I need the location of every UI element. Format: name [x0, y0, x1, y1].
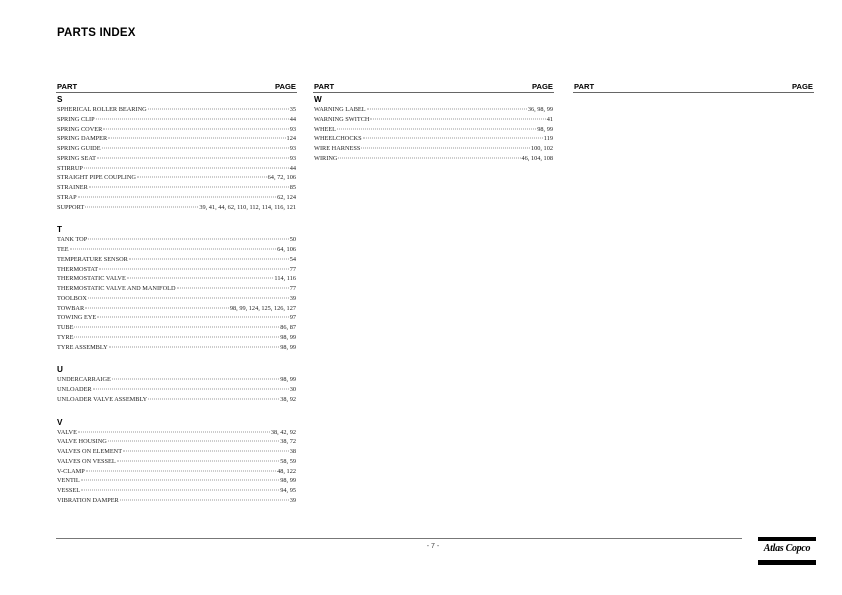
dot-leader	[337, 128, 536, 129]
index-entry	[313, 125, 554, 135]
part-name: TOWING EYE	[57, 314, 97, 322]
column-header	[56, 82, 297, 93]
part-name: SPRING SEAT	[57, 154, 97, 162]
index-column-3	[573, 82, 814, 93]
index-entry	[56, 304, 297, 314]
page-references: 114, 116	[274, 275, 296, 283]
part-name: TEE	[57, 246, 69, 253]
part-name: SPRING DAMPER	[57, 135, 108, 143]
index-entry	[56, 164, 297, 174]
dot-leader	[370, 118, 545, 119]
page-references: 35	[289, 106, 296, 113]
part-name: TOOLBOX	[57, 294, 87, 302]
part-name: UNDERCARRAIGE	[57, 376, 111, 384]
footer-rule-left	[56, 538, 742, 539]
part-name: WIRE HARNESS	[314, 145, 361, 152]
index-section	[56, 94, 297, 212]
part-name: VIBRATION DAMPER	[57, 496, 119, 504]
dot-leader	[86, 470, 276, 471]
dot-leader	[85, 307, 229, 308]
index-entry	[56, 323, 297, 333]
section-letter: S	[57, 95, 63, 104]
dot-leader	[117, 460, 280, 461]
page-references: 38	[289, 448, 296, 455]
part-name: TYRE ASSEMBLY	[57, 343, 108, 351]
index-entry	[56, 385, 297, 395]
page-references: 98, 99	[280, 333, 296, 341]
page-references: 97	[289, 314, 296, 322]
page-references: 85	[289, 184, 296, 191]
part-name: UNLOADER	[57, 386, 92, 393]
index-entry	[56, 343, 297, 353]
dot-leader	[112, 379, 279, 380]
page-references: 93	[289, 125, 296, 133]
part-name: THERMOSTATIC VALVE AND MANIFOLD	[57, 285, 176, 292]
part-name: TANK TOP	[57, 236, 88, 244]
dot-leader	[120, 499, 289, 500]
index-entry	[56, 313, 297, 323]
index-entry	[56, 134, 297, 144]
part-name: TUBE	[57, 324, 74, 331]
page-references: 30	[289, 386, 296, 393]
page-references: 119	[543, 135, 553, 143]
dot-leader	[81, 490, 279, 491]
page-references: 44	[289, 115, 296, 123]
dot-leader	[137, 177, 267, 178]
dot-leader	[78, 431, 270, 432]
page-references: 98, 99	[537, 125, 553, 133]
section-letter: V	[57, 417, 63, 427]
dot-leader	[70, 249, 277, 250]
page-title: PARTS INDEX	[57, 27, 136, 39]
index-entry	[56, 375, 297, 385]
page-references: 50	[289, 236, 296, 244]
page-number: - 7 -	[426, 543, 440, 550]
part-name: SPRING CLIP	[57, 115, 95, 123]
index-entry	[56, 183, 297, 193]
header-part-label: PART	[314, 82, 335, 91]
dot-leader	[78, 196, 277, 197]
index-entry	[313, 105, 554, 115]
part-name: STIRRUP	[57, 164, 83, 172]
part-name: STRAIGHT PIPE COUPLING	[57, 174, 136, 182]
part-name: WARNING LABEL	[314, 106, 366, 113]
page-references: 38, 72	[280, 438, 296, 446]
index-entry	[56, 173, 297, 183]
part-name: VALVE	[57, 428, 77, 436]
page-references: 48, 122	[277, 467, 296, 475]
dot-leader	[102, 148, 289, 149]
page-references: 39, 41, 44, 62, 110, 112, 114, 116, 121	[199, 203, 296, 211]
page-references: 39	[289, 294, 296, 302]
dot-leader	[103, 128, 288, 129]
header-part-label: PART	[574, 82, 595, 91]
index-entry	[56, 203, 297, 213]
part-name: TYRE	[57, 333, 74, 341]
part-name: UNLOADER VALVE ASSEMBLY	[57, 395, 148, 403]
header-page-label: PAGE	[275, 82, 296, 91]
part-name: TOWBAR	[57, 304, 85, 312]
page-references: 100, 102	[530, 145, 553, 152]
logo-bar-top	[758, 537, 816, 541]
dot-leader	[109, 346, 280, 347]
part-name: WHEELCHOCKS	[314, 135, 362, 143]
page-references: 93	[289, 145, 296, 152]
part-name: V-CLAMP	[57, 467, 85, 475]
dot-leader	[148, 109, 289, 110]
index-entry	[56, 457, 297, 467]
index-entry	[56, 255, 297, 265]
part-name: WARNING SWITCH	[314, 115, 370, 123]
index-entry	[56, 144, 297, 154]
page-references: 77	[289, 265, 296, 273]
index-entry	[56, 105, 297, 115]
page-references: 98, 99	[280, 343, 296, 351]
dot-leader	[89, 187, 289, 188]
index-column-2	[313, 82, 554, 164]
index-entry	[56, 486, 297, 496]
page-references: 77	[289, 285, 296, 292]
dot-leader	[148, 398, 279, 399]
index-column-1	[56, 82, 297, 506]
index-entry	[56, 274, 297, 284]
part-name: SPRING GUIDE	[57, 145, 101, 152]
dot-leader	[97, 317, 288, 318]
part-name: SPHERICAL ROLLER BEARING	[57, 106, 147, 113]
page-references: 62, 124	[277, 193, 296, 201]
index-section	[56, 417, 297, 506]
part-name: THERMOSTAT	[57, 265, 99, 273]
part-name: SPRING COVER	[57, 125, 103, 133]
index-entry	[56, 333, 297, 343]
header-page-label: PAGE	[532, 82, 553, 91]
page-references: 94, 95	[280, 487, 296, 494]
part-name: VENTIL	[57, 477, 80, 485]
dot-leader	[99, 268, 289, 269]
atlas-copco-logo	[758, 537, 816, 565]
page-references: 41	[546, 115, 553, 123]
part-name: VALVES ON VESSEL	[57, 457, 116, 465]
index-section	[313, 94, 554, 164]
section-letter: W	[314, 95, 322, 104]
dot-leader	[85, 206, 198, 207]
dot-leader	[74, 336, 279, 337]
dot-leader	[127, 278, 274, 279]
logo-text: Atlas Copco	[763, 543, 811, 554]
page-references: 44	[289, 164, 296, 172]
page-references: 38, 92	[280, 395, 296, 403]
index-entry	[313, 154, 554, 164]
index-entry	[56, 496, 297, 506]
dot-leader	[88, 297, 289, 298]
part-name: WHEEL	[314, 125, 337, 133]
page-references: 46, 104, 108	[521, 154, 553, 162]
dot-leader	[367, 109, 527, 110]
index-entry	[56, 476, 297, 486]
index-entry	[56, 235, 297, 245]
dot-leader	[361, 148, 530, 149]
part-name: TEMPERATURE SENSOR	[57, 255, 128, 263]
index-section	[56, 364, 297, 404]
column-header	[573, 82, 814, 93]
page-references: 58, 59	[280, 457, 296, 465]
dot-leader	[338, 157, 520, 158]
dot-leader	[363, 138, 543, 139]
part-name: VALVE HOUSING	[57, 438, 107, 446]
index-entry	[313, 134, 554, 144]
index-entry	[56, 154, 297, 164]
dot-leader	[81, 480, 280, 481]
header-page-label: PAGE	[792, 82, 813, 91]
page-references: 64, 72, 106	[267, 174, 296, 182]
index-section	[56, 224, 297, 352]
page-references: 36, 98, 99	[527, 106, 553, 113]
page-references: 98, 99	[280, 477, 296, 485]
index-entry	[56, 284, 297, 294]
dot-leader	[96, 118, 289, 119]
page-references: 98, 99, 124, 125, 126, 127	[229, 304, 296, 312]
part-name: STRAP	[57, 193, 77, 201]
index-entry	[56, 294, 297, 304]
dot-leader	[88, 239, 288, 240]
dot-leader	[177, 288, 289, 289]
index-entry	[56, 467, 297, 477]
dot-leader	[108, 441, 279, 442]
section-letter: U	[57, 365, 63, 375]
index-entry	[56, 395, 297, 405]
dot-leader	[129, 258, 289, 259]
part-name: VESSEL	[57, 487, 81, 494]
index-entry	[56, 115, 297, 125]
page-references: 86, 87	[280, 324, 296, 331]
page-references: 38, 42, 92	[270, 428, 296, 436]
page-references: 93	[289, 154, 296, 162]
part-name: VALVES ON ELEMENT	[57, 448, 123, 455]
index-entry	[313, 144, 554, 154]
dot-leader	[93, 389, 289, 390]
index-entry	[56, 428, 297, 438]
page-references: 39	[289, 496, 296, 504]
dot-leader	[84, 167, 289, 168]
index-entry	[56, 437, 297, 447]
page-references: 64, 106	[277, 246, 296, 253]
logo-bar-bottom	[758, 560, 816, 565]
dot-leader	[123, 451, 289, 452]
dot-leader	[97, 157, 289, 158]
page-references: 98, 99	[280, 376, 296, 384]
header-part-label: PART	[57, 82, 78, 91]
index-entry	[56, 265, 297, 275]
dot-leader	[108, 138, 285, 139]
index-entry	[56, 193, 297, 203]
dot-leader	[74, 327, 279, 328]
index-entry	[56, 125, 297, 135]
index-entry	[56, 447, 297, 457]
index-entry	[313, 115, 554, 125]
part-name: WIRING	[314, 154, 338, 162]
index-entry	[56, 245, 297, 255]
column-header	[313, 82, 554, 93]
page-references: 124	[286, 135, 296, 143]
part-name: THERMOSTATIC VALVE	[57, 275, 126, 283]
part-name: SUPPORT	[57, 203, 85, 211]
section-letter: T	[57, 225, 63, 235]
part-name: STRAINER	[57, 184, 88, 191]
page-references: 54	[289, 255, 296, 263]
